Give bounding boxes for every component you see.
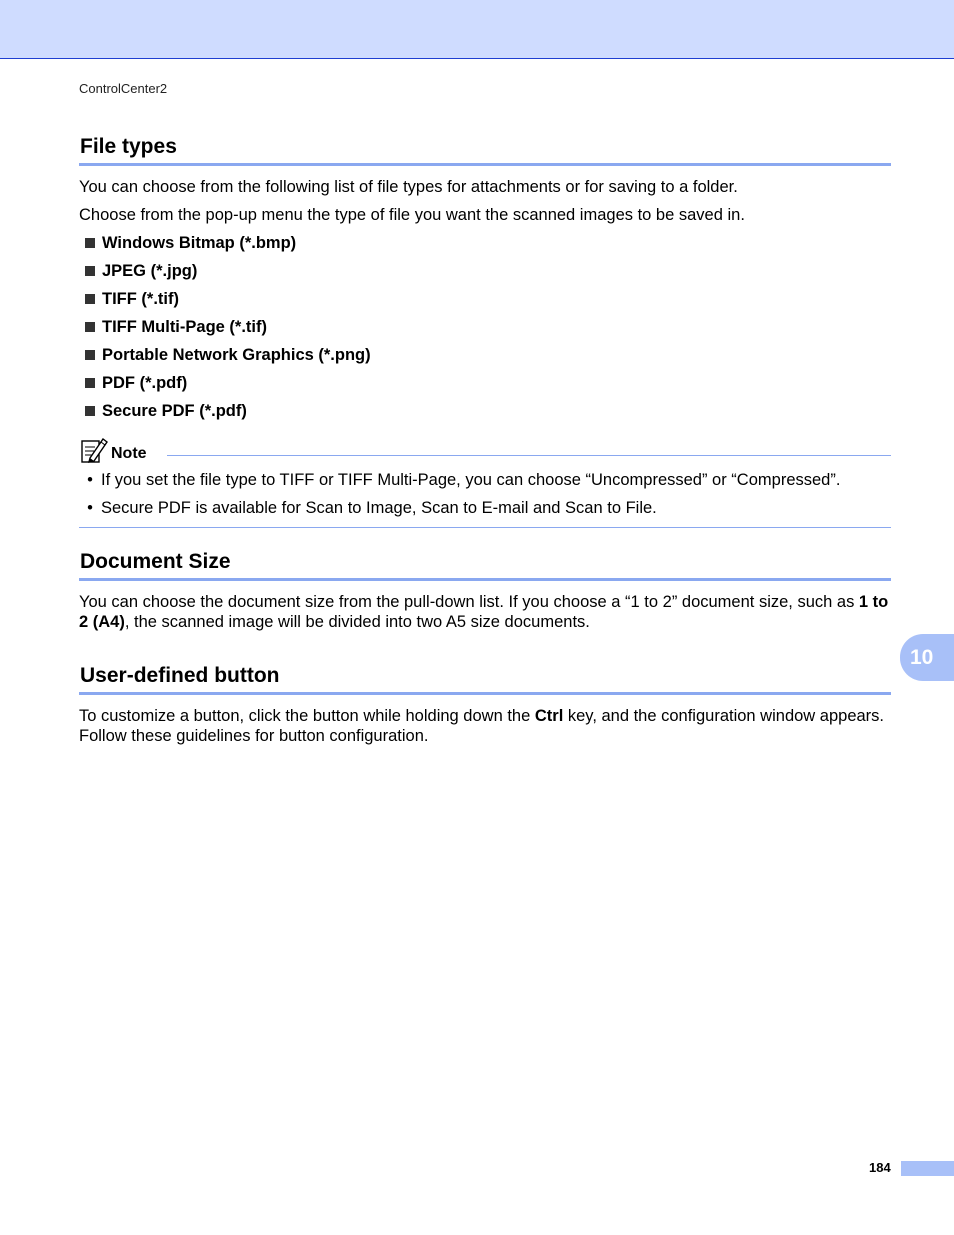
square-bullet-icon — [85, 238, 95, 248]
square-bullet-icon — [85, 266, 95, 276]
note-header — [79, 434, 891, 464]
user-defined-text: To customize a button, click the button while holding down the Ctrl key, and the configuration window appears. Follow these guidelines for button configuration. — [79, 707, 885, 745]
dot-bullet-icon: • — [87, 499, 93, 517]
section-document-size — [79, 549, 891, 632]
chapter-tab: 10 — [900, 634, 954, 681]
dot-bullet-icon: • — [87, 471, 93, 489]
file-type-item: JPEG (*.jpg) — [79, 257, 891, 285]
page-number-bar — [901, 1161, 954, 1176]
note-item: • If you set the file type to TIFF or TIFF Multi-Page, you can choose “Uncompressed” or “Compressed”. — [79, 466, 891, 494]
file-type-item: Portable Network Graphics (*.png) — [79, 341, 891, 369]
square-bullet-icon — [85, 378, 95, 388]
heading-file-types: File types — [79, 134, 891, 166]
note-pencil-icon — [80, 436, 108, 464]
square-bullet-icon — [85, 294, 95, 304]
file-type-item: Secure PDF (*.pdf) — [79, 397, 891, 425]
note-bottom-divider — [79, 527, 891, 528]
note-item: • Secure PDF is available for Scan to Image, Scan to E-mail and Scan to File. — [79, 494, 891, 522]
heading-document-size: Document Size — [79, 549, 891, 581]
file-type-item: TIFF (*.tif) — [79, 285, 891, 313]
note-box — [79, 434, 891, 528]
file-type-list — [79, 229, 891, 425]
heading-user-defined-button: User-defined button — [79, 663, 891, 695]
document-size-text: You can choose the document size from the pull-down list. If you choose a “1 to 2” document size, such as 1 to 2 (A4), the scanned image will be divided into two A5 size documents. — [79, 593, 889, 631]
file-types-intro-1: You can choose from the following list of file types for attachments or for saving to a folder. — [79, 178, 738, 196]
square-bullet-icon — [85, 322, 95, 332]
note-divider — [167, 455, 891, 456]
file-type-item: PDF (*.pdf) — [79, 369, 891, 397]
file-types-intro-2: Choose from the pop-up menu the type of file you want the scanned images to be saved in. — [79, 206, 745, 224]
file-type-item: TIFF Multi-Page (*.tif) — [79, 313, 891, 341]
section-user-defined-button — [79, 663, 891, 746]
running-head: ControlCenter2 — [79, 81, 168, 96]
page-number: 184 — [869, 1160, 891, 1175]
header-band — [0, 0, 954, 59]
square-bullet-icon — [85, 406, 95, 416]
square-bullet-icon — [85, 350, 95, 360]
note-label: Note — [111, 445, 147, 462]
section-file-types — [79, 134, 891, 425]
note-list — [79, 466, 891, 522]
file-type-item: Windows Bitmap (*.bmp) — [79, 229, 891, 257]
